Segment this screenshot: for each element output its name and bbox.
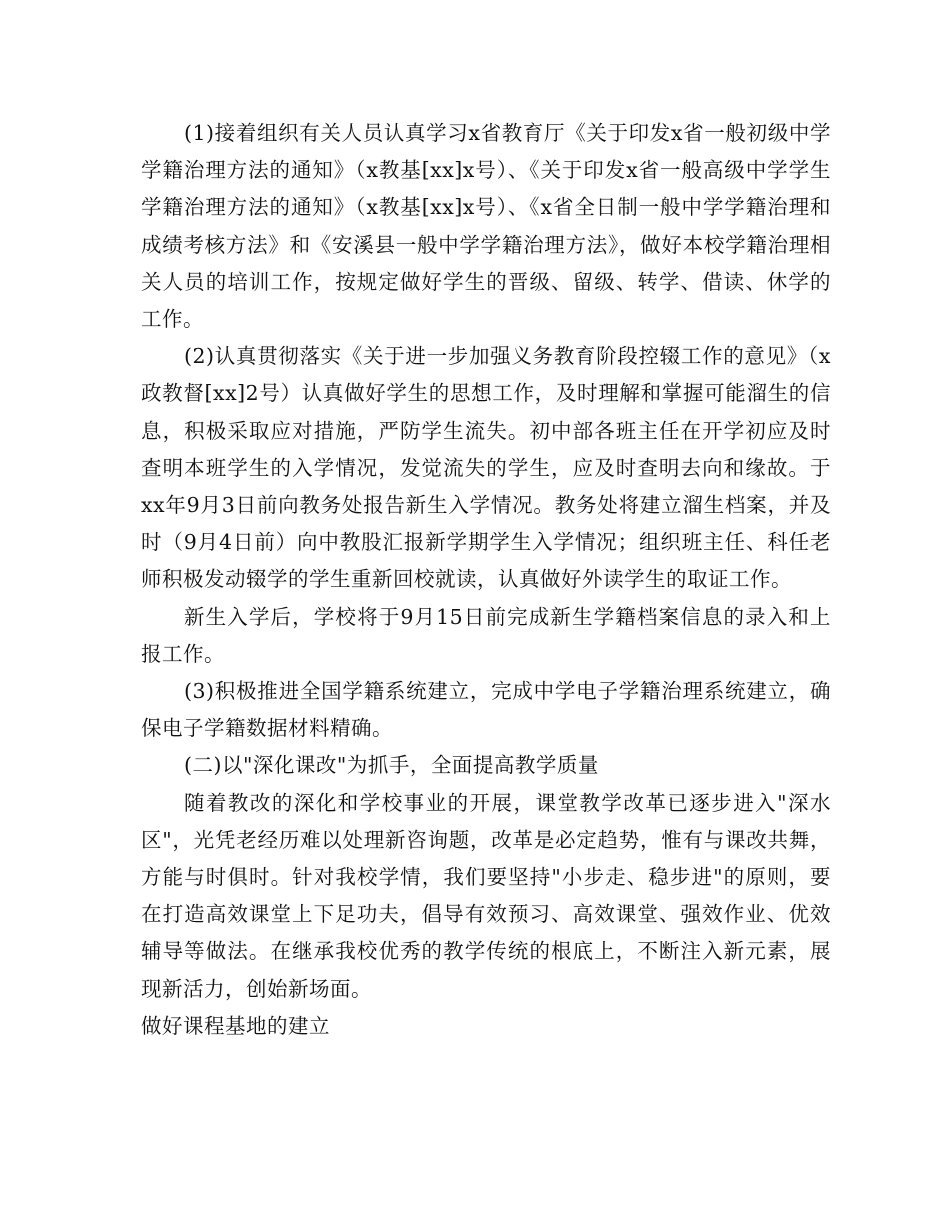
paragraph-dropout-control: (2)认真贯彻落实《关于进一步加强义务教育阶段控辍工作的意见》（x政教督[xx]2号）认真做好学生的思想工作，及时理解和掌握可能溜生的信息，积极采取应对措施，严防学生流失。初中部各班主任在开学初应及时查明本班学生的入学情况，发觉流失的学生，应及时查明去向和缘故。于xx年9月3日前向教务处报告新生入学情况。教务处将建立溜生档案，并及时（9月4日前）向中教股汇报新学期学生入学情况；组织班主任、科任老师积极发动辍学的学生重新回校就读，认真做好外读学生的取证工作。: [141, 344, 831, 592]
section-heading-curriculum-reform: (二)以"深化课改"为抓手，全面提高教学质量: [184, 753, 599, 778]
document-body: [141, 115, 831, 1045]
paragraph-electronic-registry: (3)积极推进全国学籍系统建立，完成中学电子学籍治理系统建立，确保电子学籍数据材料精确。: [141, 679, 831, 741]
paragraph-classroom-reform: 随着教改的深化和学校事业的开展，课堂教学改革已逐步进入"深水区"，光凭老经历难以处理新咨询题，改革是必定趋势，惟有与课改共舞，方能与时俱时。针对我校学情，我们要坚持"小步走、稳步进"的原则，要在打造高效课堂上下足功夫，倡导有效预习、高效课堂、强效作业、优效辅导等做法。在继承我校优秀的教学传统的根底上，不断注入新元素，展现新活力，创始新场面。: [141, 790, 831, 1001]
paragraph-student-registry-training: (1)接着组织有关人员认真学习x省教育厅《关于印发x省一般初级中学学籍治理方法的通知》（x教基[xx]x号）、《关于印发x省一般高级中学学生学籍治理方法的通知》（x教基[xx]x号）、《x省全日制一般中学学籍治理和成绩考核方法》和《安溪县一般中学学籍治理方法》，做好本校学籍治理相关人员的培训工作，按规定做好学生的晋级、留级、转学、借读、休学的工作。: [141, 121, 831, 332]
paragraph-new-student-records: 新生入学后，学校将于9月15日前完成新生学籍档案信息的录入和上报工作。: [141, 604, 831, 666]
subheading-curriculum-base: 做好课程基地的建立: [141, 1013, 330, 1038]
